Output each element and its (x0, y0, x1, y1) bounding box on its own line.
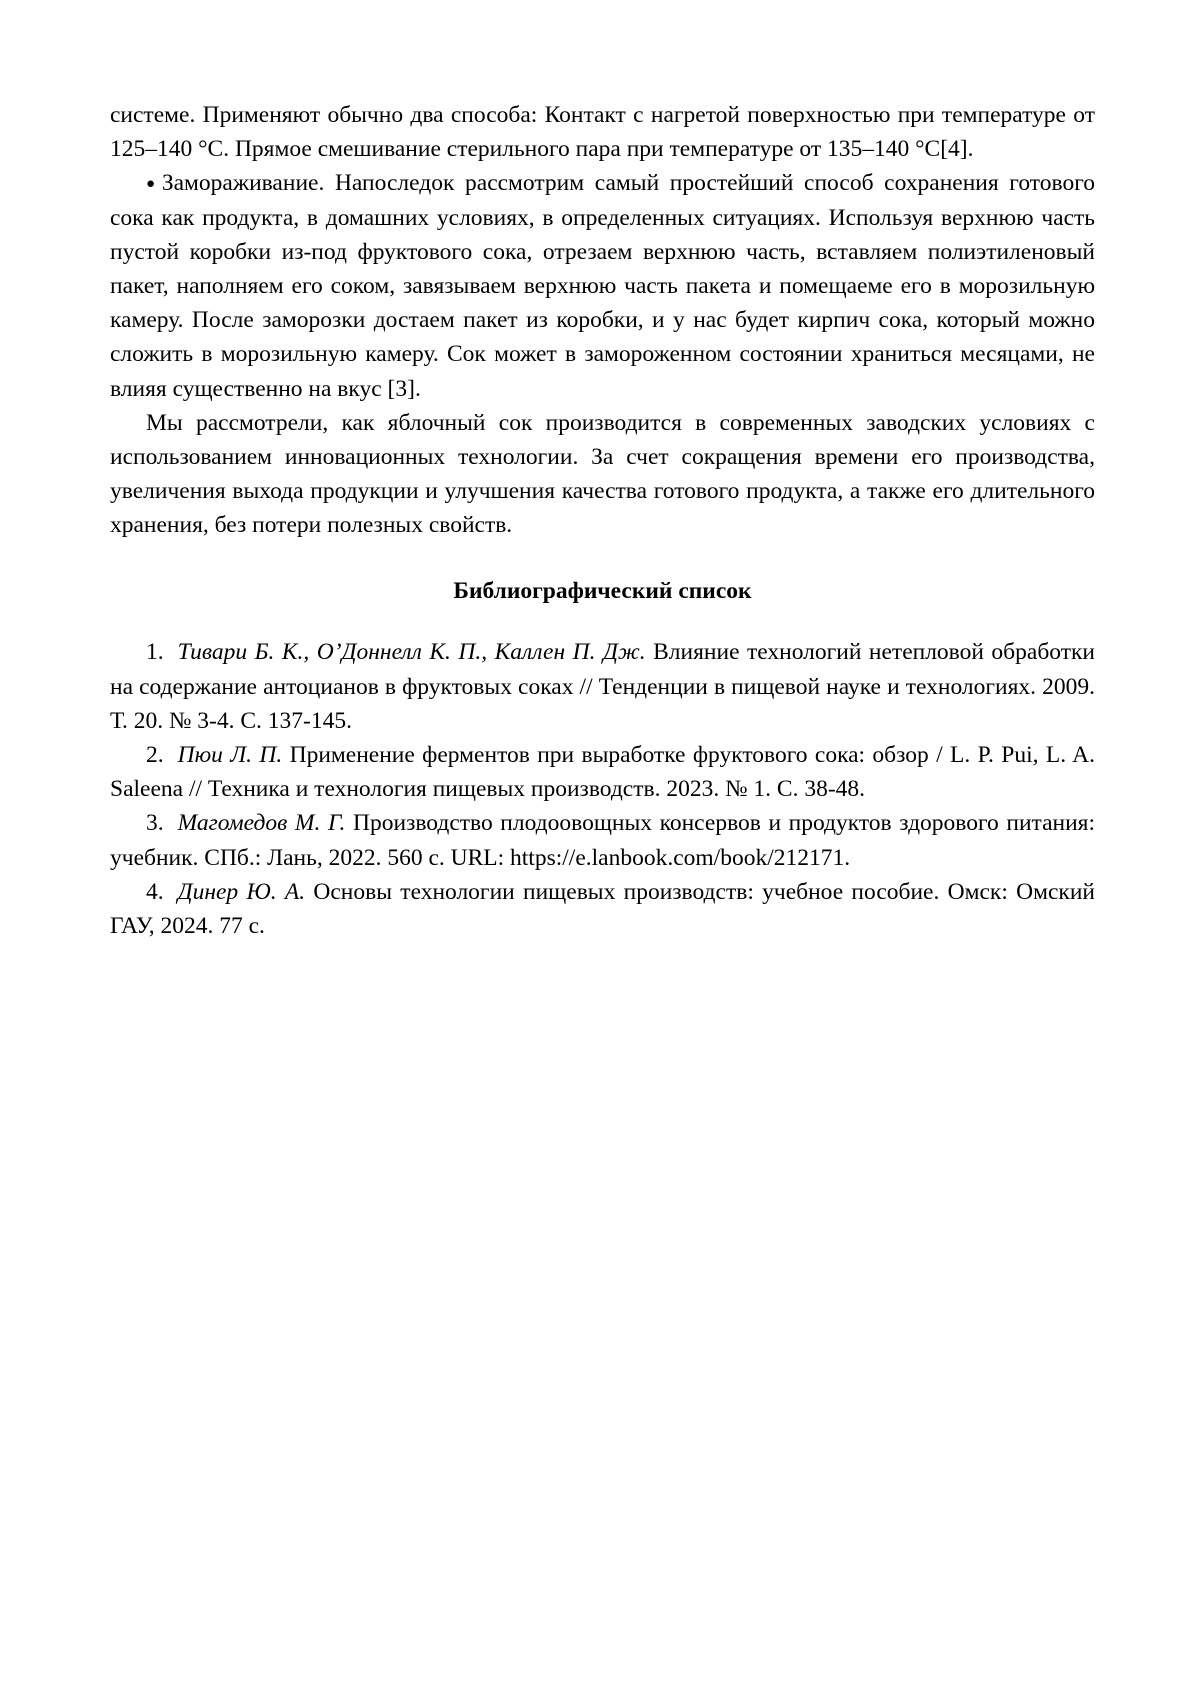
page-content (110, 98, 1095, 943)
bibliography-heading: Библиографический список (453, 578, 752, 605)
reference-authors: Тивари Б. К., О’Доннелл К. П., Каллен П. Дж. (177, 639, 646, 666)
reference-text: Производство плодоовощных консервов и продуктов здорового питания: учебник. СПб.: Лань, 2022. 560 с. URL: https://e.lanbook.com/book/212171. (110, 810, 1095, 871)
reference-number: 3. (146, 810, 164, 837)
bullet-icon: ● (146, 176, 160, 193)
body-paragraph-2: Мы рассмотрели, как яблочный сок производится в современных заводских условиях с использованием инновационных технологии. За счет сокращения времени его производства, увеличения выхода продукции и улучшения качества готового продукта, а также его длительного хранения, без потери полезных свойств. (110, 409, 1095, 539)
body-bullet-paragraph (110, 166, 1095, 405)
reference-authors: Пюи Л. П. (177, 742, 283, 768)
bibliography-item-4 (110, 875, 1095, 943)
bullet-paragraph-text: Замораживание. Напоследок рассмотрим самый простейший способ сохранения готового сока как продукта, в домашних условиях, в определенных ситуациях. Используя верхнюю часть пустой коробки из-под фруктового сока, отрезаем верхнюю часть, вставляем полиэтиленовый пакет, наполняем его соком, завязываем верхнюю часть пакета и помещаеме его в морозильную камеру. После заморозки достаем пакет из коробки, и у нас будет кирпич сока, который можно сложить в морозильную камеру. Сок может в замороженном состоянии храниться месяцами, не влияя существенно на вкус [3]. (110, 170, 1095, 402)
reference-number: 2. (146, 742, 164, 768)
bibliography-item-3 (110, 806, 1095, 874)
bibliography-item-2 (110, 738, 1095, 806)
reference-text: Основы технологии пищевых производств: учебное пособие. Омск: Омский ГАУ, 2024. 77 с. (110, 878, 1095, 939)
bibliography-item-1 (110, 635, 1095, 738)
body-paragraph-1: системе. Применяют обычно два способа: Контакт с нагретой поверхностью при температуре от 125–140 °С. Прямое смешивание стерильного пара при температуре от 135–140 °С[4]. (110, 102, 1095, 163)
reference-text: Влияние технологий нетепловой обработки на содержание антоцианов в фруктовых соках // Тенденции в пищевой науке и технологиях. 2009. Т. 20. № 3-4. С. 137-145. (110, 639, 1095, 734)
reference-number: 1. (146, 639, 164, 666)
reference-authors: Динер Ю. А. (177, 878, 306, 905)
reference-number: 4. (146, 878, 164, 905)
reference-authors: Магомедов М. Г. (177, 810, 346, 837)
reference-text: Применение ферментов при выработке фруктового сока: обзор / L. P. Pui, L. A. Saleena // Техника и технология пищевых производств. 2023. № 1. С. 38-48. (110, 742, 1095, 803)
